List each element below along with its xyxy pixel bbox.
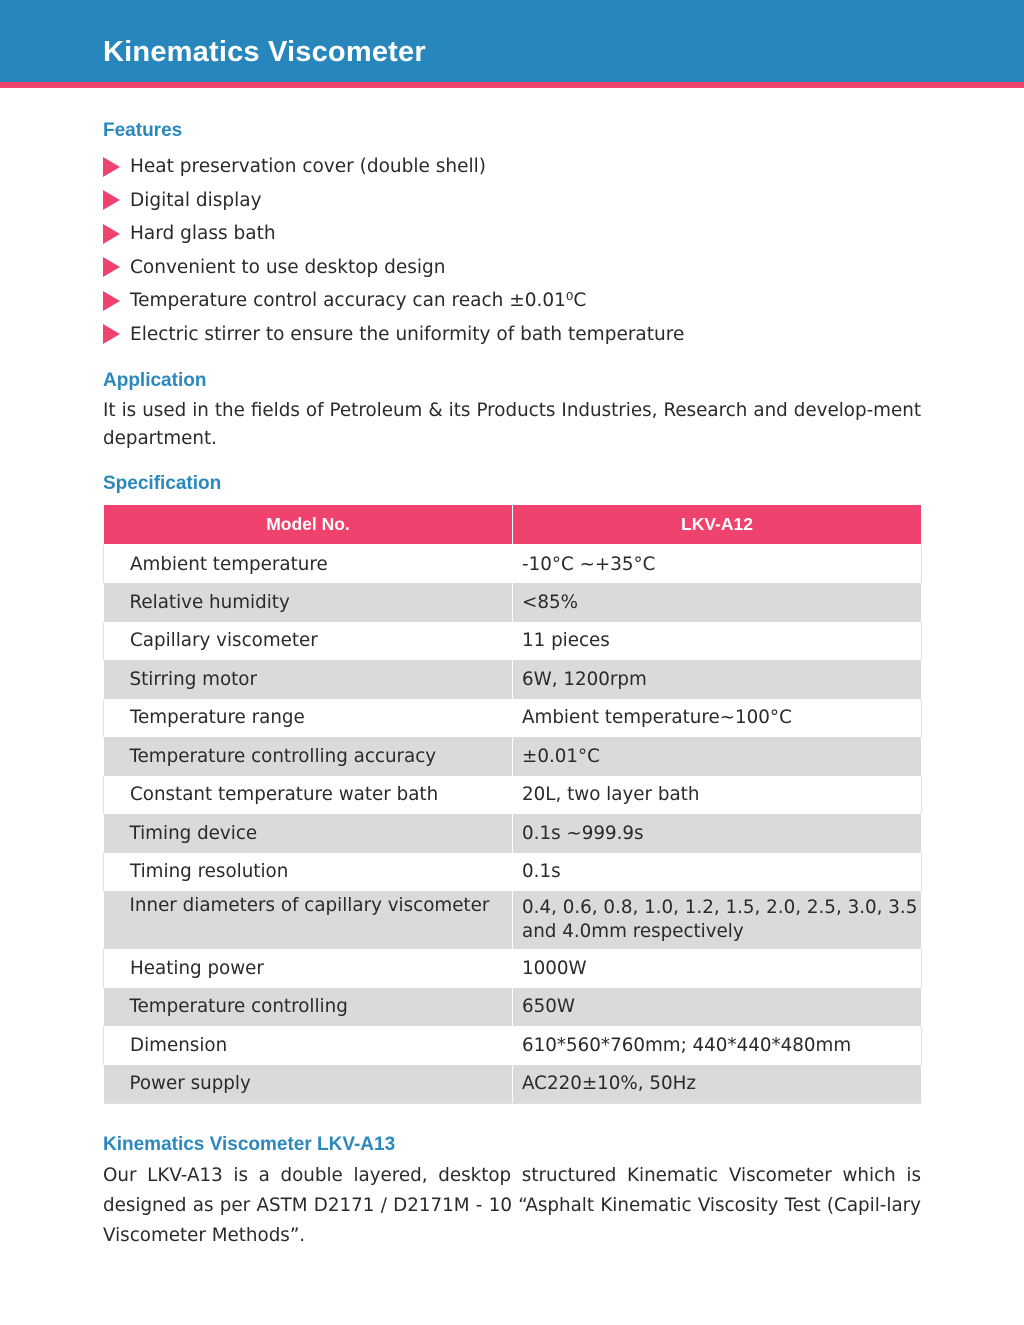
table-row — [104, 583, 922, 622]
spec-label: Capillary viscometer — [104, 622, 513, 661]
column-header-model: Model No. — [104, 505, 513, 545]
header-stripe — [0, 82, 1024, 88]
spec-value: 1000W — [513, 949, 922, 988]
spec-label: Temperature range — [104, 699, 513, 738]
table-row — [104, 737, 922, 776]
spec-value: 0.4, 0.6, 0.8, 1.0, 1.2, 1.5, 2.0, 2.5, 3.0, 3.5 and 4.0mm respectively — [513, 891, 922, 949]
page-title: Kinematics Viscometer — [103, 36, 426, 68]
triangle-bullet-icon — [103, 224, 120, 244]
feature-text: Heat preservation cover (double shell) — [130, 156, 487, 178]
table-row — [104, 660, 922, 699]
spec-value: 610*560*760mm; 440*440*480mm — [513, 1026, 922, 1065]
spec-value: -10°C ~+35°C — [513, 545, 922, 584]
table-row — [104, 776, 922, 815]
table-row — [104, 814, 922, 853]
column-header-lkv-a12: LKV-A12 — [513, 505, 922, 545]
spec-label: Stirring motor — [104, 660, 513, 699]
spec-value: <85% — [513, 583, 922, 622]
spec-value: ±0.01°C — [513, 737, 922, 776]
table-row — [104, 949, 922, 988]
feature-text: Hard glass bath — [130, 223, 276, 245]
spec-label: Dimension — [104, 1026, 513, 1065]
spec-label: Constant temperature water bath — [104, 776, 513, 815]
spec-label: Temperature controlling — [104, 988, 513, 1027]
spec-label: Relative humidity — [104, 583, 513, 622]
specification-table — [103, 504, 922, 1104]
triangle-bullet-icon — [103, 257, 120, 277]
feature-text: Digital display — [130, 189, 262, 211]
table-row — [104, 1026, 922, 1065]
spec-value: Ambient temperature~100°C — [513, 699, 922, 738]
spec-value: 0.1s — [513, 853, 922, 892]
application-heading: Application — [103, 370, 207, 391]
triangle-bullet-icon — [103, 190, 120, 210]
features-heading: Features — [103, 120, 183, 141]
feature-item — [103, 184, 684, 218]
spec-value: 0.1s ~999.9s — [513, 814, 922, 853]
table-row — [104, 545, 922, 584]
table-row — [104, 699, 922, 738]
spec-label: Heating power — [104, 949, 513, 988]
lkv-a13-heading: Kinematics Viscometer LKV-A13 — [103, 1134, 396, 1155]
table-row — [104, 891, 922, 949]
spec-value: 650W — [513, 988, 922, 1027]
spec-value: 11 pieces — [513, 622, 922, 661]
spec-label: Temperature controlling accuracy — [104, 737, 513, 776]
table-header-row — [104, 505, 922, 545]
triangle-bullet-icon — [103, 324, 120, 344]
feature-item — [103, 318, 684, 352]
features-list — [103, 150, 684, 351]
feature-item — [103, 217, 684, 251]
feature-text: Temperature control accuracy can reach ±0.01⁰C — [130, 290, 587, 312]
triangle-bullet-icon — [103, 157, 120, 177]
spec-label: Ambient temperature — [104, 545, 513, 584]
feature-item — [103, 150, 684, 184]
feature-text: Convenient to use desktop design — [130, 256, 446, 278]
application-text: It is used in the fields of Petroleum & its Products Industries, Research and develop-ment department. — [103, 400, 921, 449]
spec-label: Timing resolution — [104, 853, 513, 892]
spec-value: 6W, 1200rpm — [513, 660, 922, 699]
spec-label: Power supply — [104, 1065, 513, 1104]
lkv-a13-text: Our LKV-A13 is a double layered, desktop structured Kinematic Viscometer which is designed as per ASTM D2171 / D2171M - 10 “Asphalt Kinematic Viscosity Test (Capil-lary Viscometer Methods”. — [103, 1165, 921, 1246]
table-row — [104, 622, 922, 661]
spec-label: Inner diameters of capillary viscometer — [104, 891, 513, 949]
spec-label: Timing device — [104, 814, 513, 853]
table-row — [104, 988, 922, 1027]
feature-text: Electric stirrer to ensure the uniformity of bath temperature — [130, 323, 685, 345]
feature-item — [103, 284, 684, 318]
spec-value: AC220±10%, 50Hz — [513, 1065, 922, 1104]
triangle-bullet-icon — [103, 291, 120, 311]
specification-heading: Specification — [103, 473, 222, 494]
spec-value: 20L, two layer bath — [513, 776, 922, 815]
table-row — [104, 1065, 922, 1104]
feature-item — [103, 251, 684, 285]
table-row — [104, 853, 922, 892]
